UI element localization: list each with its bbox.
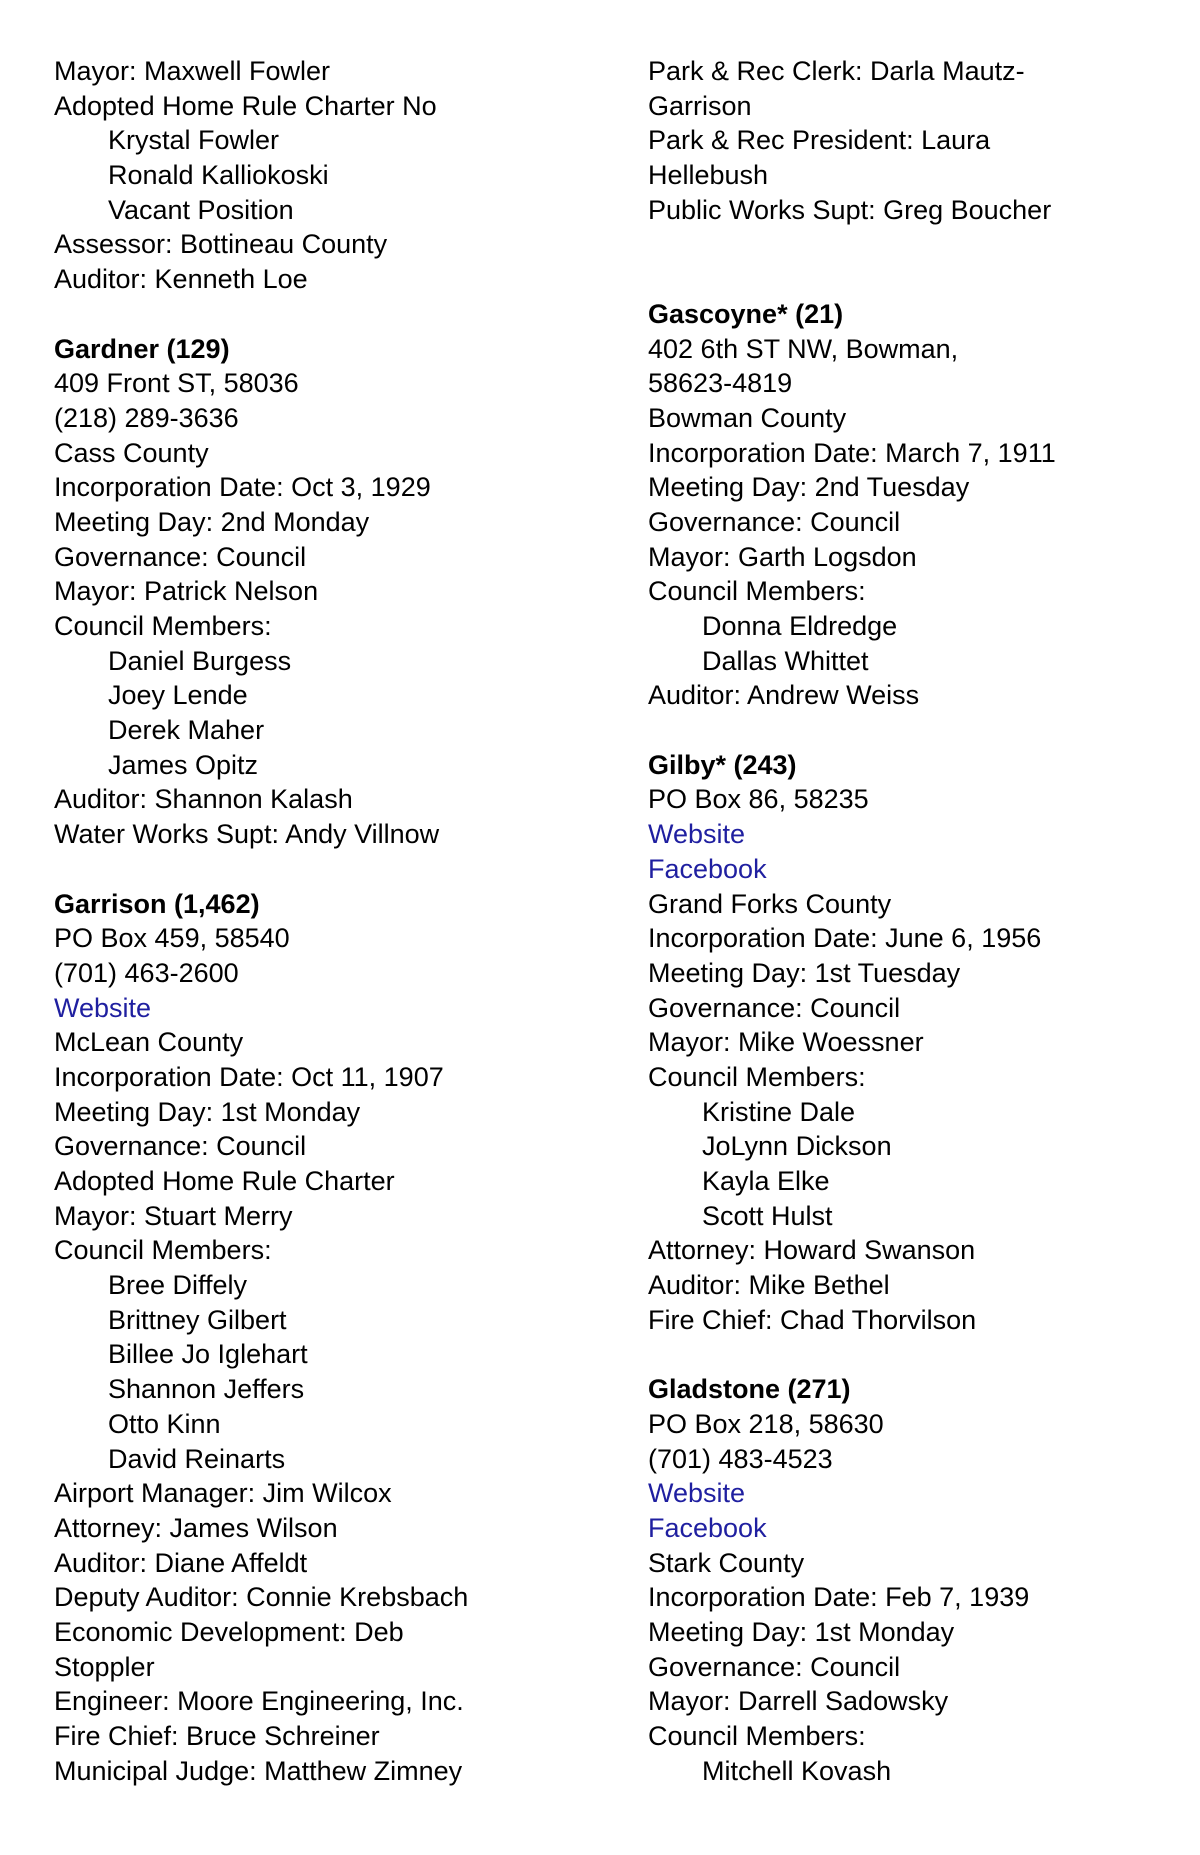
member-name: JoLynn Dickson bbox=[702, 1131, 892, 1162]
entry-line: PO Box 218, 58630 bbox=[648, 1408, 884, 1439]
member-name: Billee Jo Iglehart bbox=[108, 1339, 308, 1370]
entry-line: Auditor: Mike Bethel bbox=[648, 1270, 890, 1301]
spacer bbox=[648, 262, 1188, 297]
member-name: Shannon Jeffers bbox=[108, 1374, 305, 1405]
entry-line: Council Members: bbox=[648, 576, 866, 607]
left-column bbox=[54, 54, 614, 1788]
entry-line: Incorporation Date: Oct 3, 1929 bbox=[54, 472, 431, 503]
entry-line: Economic Development: Deb bbox=[54, 1616, 404, 1647]
entry-line: Meeting Day: 2nd Tuesday bbox=[648, 472, 970, 503]
spacer bbox=[54, 297, 614, 332]
entry-line: Governance: Council bbox=[648, 506, 901, 537]
member-name: Vacant Position bbox=[108, 194, 294, 225]
city-heading-gladstone-271: Gladstone (271) bbox=[648, 1374, 851, 1405]
member-name: Donna Eldredge bbox=[702, 611, 898, 641]
entry-line: Garrison bbox=[648, 90, 752, 121]
entry-line: Cass County bbox=[54, 437, 209, 468]
entry-line: Adopted Home Rule Charter No bbox=[54, 90, 437, 121]
member-name: James Opitz bbox=[108, 749, 259, 780]
member-name: Scott Hulst bbox=[702, 1200, 833, 1231]
entry-line: Mayor: Garth Logsdon bbox=[648, 541, 917, 572]
member-name: Ronald Kalliokoski bbox=[108, 160, 329, 191]
spacer bbox=[648, 1337, 1188, 1372]
member-name: David Reinarts bbox=[108, 1443, 286, 1474]
entry-line: Governance: Council bbox=[648, 1651, 901, 1682]
entry-line: Council Members: bbox=[54, 611, 272, 641]
entry-line: Mayor: Patrick Nelson bbox=[54, 576, 319, 607]
member-name: Joey Lende bbox=[108, 680, 248, 711]
entry-line: Mayor: Mike Woessner bbox=[648, 1027, 924, 1058]
entry-line: Park & Rec Clerk: Darla Mautz- bbox=[648, 56, 1025, 86]
entry-line: Council Members: bbox=[54, 1235, 272, 1266]
member-name: Krystal Fowler bbox=[108, 125, 280, 156]
entry-line: Incorporation Date: June 6, 1956 bbox=[648, 923, 1042, 954]
member-name: Kayla Elke bbox=[702, 1166, 830, 1196]
entry-line: Assessor: Bottineau County bbox=[54, 229, 388, 260]
website-link[interactable]: Website bbox=[54, 992, 152, 1023]
website-link[interactable]: Website bbox=[648, 819, 746, 850]
entry-line: Meeting Day: 2nd Monday bbox=[54, 506, 370, 537]
entry-line: Fire Chief: Bruce Schreiner bbox=[54, 1721, 380, 1751]
entry-line: Adopted Home Rule Charter bbox=[54, 1166, 395, 1196]
entry-line: Grand Forks County bbox=[648, 888, 892, 919]
entry-line: 409 Front ST, 58036 bbox=[54, 368, 299, 399]
entry-line: Council Members: bbox=[648, 1061, 866, 1092]
member-name: Bree Diffely bbox=[108, 1270, 248, 1301]
entry-line: Fire Chief: Chad Thorvilson bbox=[648, 1304, 977, 1335]
entry-line: Water Works Supt: Andy Villnow bbox=[54, 819, 440, 850]
member-name: Derek Maher bbox=[108, 715, 265, 746]
entry-line: Council Members: bbox=[648, 1721, 866, 1751]
entry-line: PO Box 459, 58540 bbox=[54, 923, 290, 954]
entry-line: Attorney: Howard Swanson bbox=[648, 1235, 976, 1266]
member-name: Dallas Whittet bbox=[702, 645, 869, 676]
entry-line: Meeting Day: 1st Tuesday bbox=[648, 957, 961, 988]
member-name: Daniel Burgess bbox=[108, 645, 292, 676]
website-link[interactable]: Website bbox=[648, 1478, 746, 1509]
entry-line: Incorporation Date: Feb 7, 1939 bbox=[648, 1582, 1030, 1613]
entry-line: (218) 289-3636 bbox=[54, 402, 239, 433]
member-name: Kristine Dale bbox=[702, 1096, 856, 1127]
entry-line: Auditor: Shannon Kalash bbox=[54, 784, 353, 815]
entry-line: 58623-4819 bbox=[648, 368, 793, 399]
facebook-link[interactable]: Facebook bbox=[648, 853, 767, 884]
entry-line: Auditor: Diane Affeldt bbox=[54, 1547, 308, 1578]
entry-line: Stoppler bbox=[54, 1651, 155, 1682]
entry-line: Incorporation Date: March 7, 1911 bbox=[648, 437, 1056, 468]
entry-line: Mayor: Stuart Merry bbox=[54, 1200, 293, 1231]
entry-line: Bowman County bbox=[648, 402, 847, 433]
entry-line: Hellebush bbox=[648, 160, 769, 191]
entry-line: Attorney: James Wilson bbox=[54, 1512, 338, 1543]
entry-line: Governance: Council bbox=[54, 541, 307, 572]
entry-line: McLean County bbox=[54, 1027, 244, 1058]
spacer bbox=[648, 713, 1188, 748]
city-heading-gilby-243: Gilby* (243) bbox=[648, 749, 797, 780]
city-heading-gardner-129: Gardner (129) bbox=[54, 333, 230, 364]
entry-line: Park & Rec President: Laura bbox=[648, 125, 991, 156]
spacer bbox=[648, 227, 1188, 262]
city-heading-garrison-1-462: Garrison (1,462) bbox=[54, 888, 260, 919]
entry-line: Governance: Council bbox=[648, 992, 901, 1023]
entry-line: Public Works Supt: Greg Boucher bbox=[648, 194, 1052, 225]
entry-line: Meeting Day: 1st Monday bbox=[648, 1616, 955, 1647]
member-name: Brittney Gilbert bbox=[108, 1304, 287, 1335]
entry-line: PO Box 86, 58235 bbox=[648, 784, 869, 815]
facebook-link[interactable]: Facebook bbox=[648, 1512, 767, 1543]
entry-line: Incorporation Date: Oct 11, 1907 bbox=[54, 1061, 444, 1092]
right-column bbox=[648, 54, 1188, 1788]
entry-line: Meeting Day: 1st Monday bbox=[54, 1096, 361, 1127]
entry-line: Mayor: Maxwell Fowler bbox=[54, 56, 331, 86]
entry-line: Airport Manager: Jim Wilcox bbox=[54, 1478, 392, 1509]
city-heading-gascoyne-21: Gascoyne* (21) bbox=[648, 298, 844, 329]
entry-line: (701) 463-2600 bbox=[54, 957, 239, 988]
member-name: Otto Kinn bbox=[108, 1408, 221, 1439]
entry-line: Mayor: Darrell Sadowsky bbox=[648, 1686, 949, 1717]
entry-line: Governance: Council bbox=[54, 1131, 307, 1162]
spacer bbox=[54, 852, 614, 887]
member-name: Mitchell Kovash bbox=[702, 1755, 892, 1786]
entry-line: Engineer: Moore Engineering, Inc. bbox=[54, 1686, 464, 1717]
entry-line: Deputy Auditor: Connie Krebsbach bbox=[54, 1582, 469, 1613]
entry-line: Stark County bbox=[648, 1547, 805, 1578]
entry-line: (701) 483-4523 bbox=[648, 1443, 833, 1474]
entry-line: Municipal Judge: Matthew Zimney bbox=[54, 1755, 463, 1786]
entry-line: Auditor: Kenneth Loe bbox=[54, 264, 308, 295]
entry-line: 402 6th ST NW, Bowman, bbox=[648, 333, 959, 364]
entry-line: Auditor: Andrew Weiss bbox=[648, 680, 920, 711]
